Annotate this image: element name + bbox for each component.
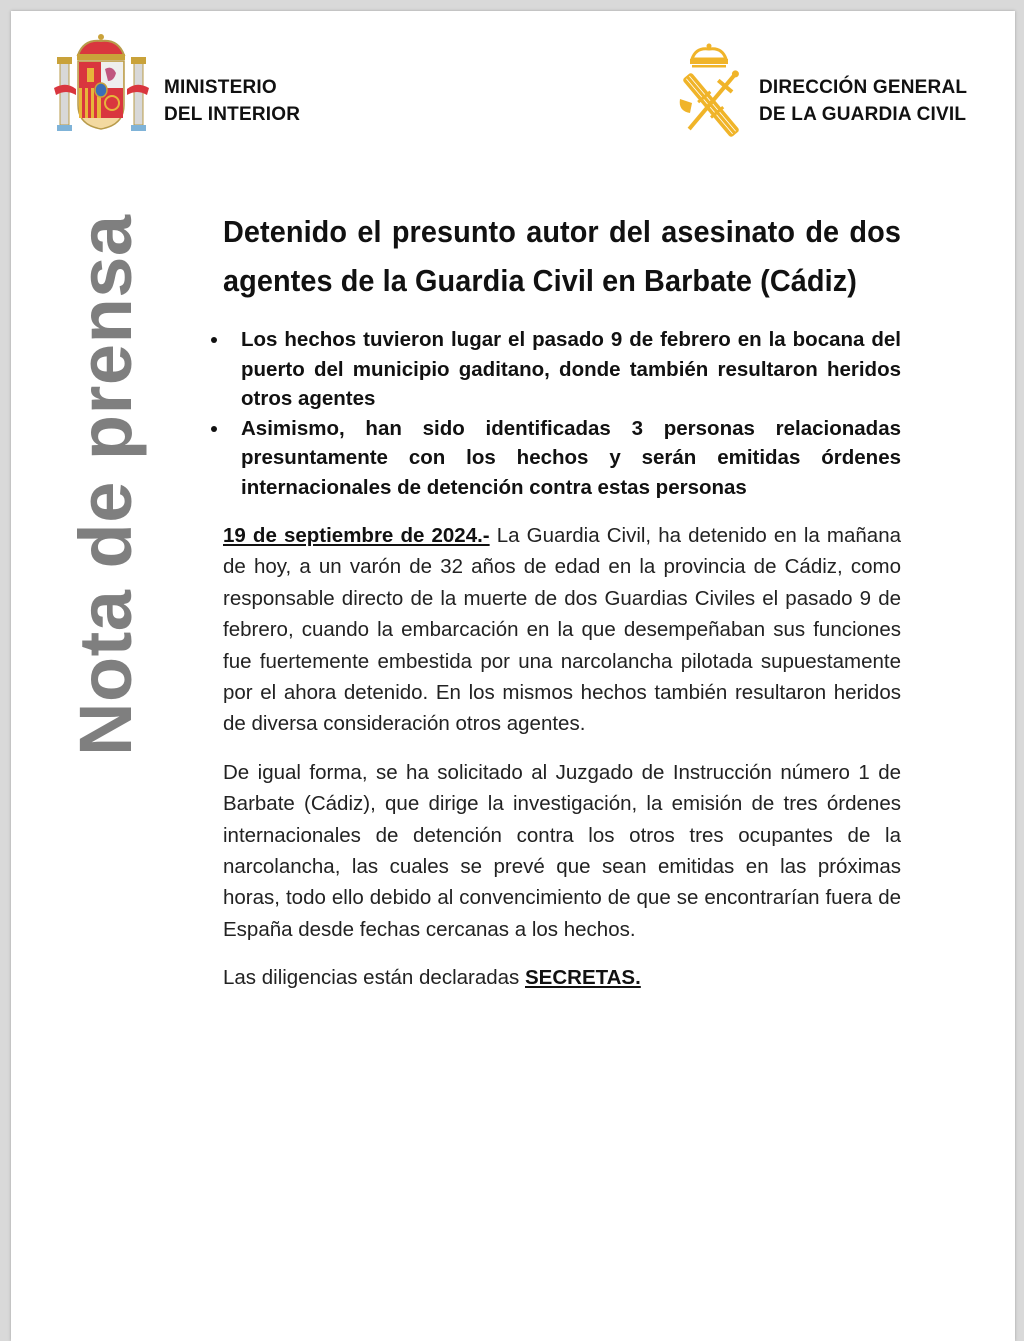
press-release-page	[11, 11, 1015, 1341]
ministerio-del-interior-label	[164, 74, 300, 128]
summary-bullet	[223, 325, 901, 414]
nota-de-prensa-label: Nota de prensa	[64, 214, 147, 756]
press-release-title: Detenido el presunto autor del asesinato de dos agentes de la Guardia Civil en Barbate (Cádiz)	[223, 214, 901, 298]
summary-bullet-text: Los hechos tuvieron lugar el pasado 9 de febrero en la bocana del puerto del municipio gaditano, donde también resultaron heridos otros agentes	[241, 328, 901, 410]
summary-bullet-text: Asimismo, han sido identificadas 3 personas relacionadas presuntamente con los hechos y serán emitidas órdenes internacionales de detención contra estas personas	[241, 416, 901, 499]
body-paragraph-1-text: La Guardia Civil, ha detenido en la mañana de hoy, a un varón de 32 años de edad en la provincia de Cádiz, como responsable directo de la muerte de dos Guardias Civiles el pasado 9 de febrero, cuando la embarcación en la que desempeñaban sus funciones fue fuertemente embestida por una narcolancha pilotada supuestamente por el ahora detenido. En los mismos hechos también resultaron heridos de diversa consideración otros agentes.	[223, 524, 901, 736]
body-paragraph-3	[223, 962, 901, 993]
body-paragraph-1	[223, 520, 901, 740]
bullet-icon	[211, 337, 217, 343]
press-release-content	[223, 207, 901, 994]
summary-bullet-list	[223, 325, 901, 502]
spain-coat-of-arms-icon	[54, 33, 149, 135]
bullet-icon	[211, 426, 217, 432]
guardia-civil-emblem-icon	[676, 43, 746, 141]
guardia-civil-label	[759, 74, 967, 128]
ministerio-line2: DEL INTERIOR	[164, 104, 301, 125]
release-date: 19 de septiembre de 2024.-	[223, 524, 490, 547]
summary-bullet	[223, 414, 901, 503]
guardia-civil-line1: DIRECCIÓN GENERAL	[759, 77, 968, 98]
body-paragraph-3-text: Las diligencias están declaradas	[223, 966, 525, 990]
ministerio-line1: MINISTERIO	[164, 77, 277, 98]
body-paragraph-2: De igual forma, se ha solicitado al Juzgado de Instrucción número 1 de Barbate (Cádiz), que dirige la investigación, la emisión de tres órdenes internacionales de detención contra los otros tres ocupantes de la narcolancha, las cuales se prevé que sean emitidas en las próximas horas, todo ello debido al convencimiento de que se encontrarían fuera de España desde fechas cercanas a los hechos.	[223, 760, 901, 941]
guardia-civil-line2: DE LA GUARDIA CIVIL	[759, 104, 967, 125]
secret-emphasis: SECRETAS.	[525, 966, 641, 990]
